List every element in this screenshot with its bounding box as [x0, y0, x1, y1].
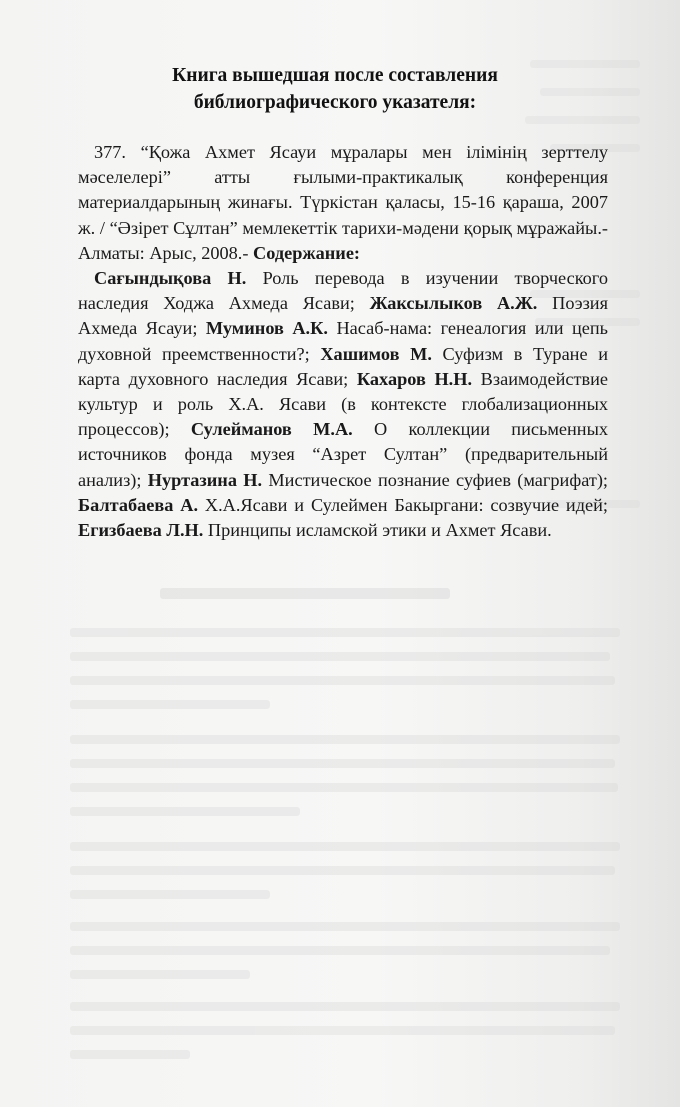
heading-line-1: Книга вышедшая после составления	[172, 65, 498, 86]
contents-author: Хашимов М.	[320, 343, 432, 364]
contents-title: Взаимодействие культур и роль Х.А. Ясави (в контексте глобализационных процессов);	[78, 368, 608, 440]
contents-title: Принципы исламской этики и Ахмет Ясави.	[203, 520, 552, 541]
contents-title: Насаб-нама: генеалогия или цепь духовной преемственности?;	[78, 318, 609, 364]
heading-line-2: библиографического указателя:	[193, 92, 477, 113]
bleed-through-text	[70, 570, 640, 1090]
citation-text: 377. “Қожа Ахмет Ясауи мұралары мен ілімінің зерттелу мәселелері” атты ғылыми-практикалық конференция материалдарының жинағы. Түркістан қаласы, 15-16 қараша, 2007 ж. / “Әзірет Сұлтан” мемлекеттік тарихи-мәдени қорық мұражайы.- Алматы: Арыс, 2008.-	[78, 142, 608, 263]
contents-title: О коллекции письменных источников фонда музея “Азрет Султан” (предварительный анализ);	[78, 419, 608, 490]
contents-author: Сағындықова Н.	[94, 268, 247, 289]
contents-label: Содержание:	[253, 242, 361, 263]
contents-title: Мистическое познание суфиев (магрифат);	[262, 469, 608, 490]
bibliography-entry	[78, 140, 608, 543]
contents-author: Нуртазина Н.	[147, 469, 263, 490]
contents-author: Сулейманов М.А.	[190, 419, 353, 440]
entry-citation	[78, 140, 608, 266]
contents-title: Поэзия Ахмеда Ясауи;	[78, 293, 608, 339]
contents-author: Балтабаева А.	[78, 494, 199, 515]
contents-author: Кахаров Н.Н.	[356, 368, 473, 389]
contents-list	[78, 266, 608, 543]
section-heading	[100, 62, 570, 116]
contents-title: Суфизм в Туране и карта духовного наследия Ясави;	[78, 343, 609, 389]
contents-title: Роль перевода в изучении творческого наследия Ходжа Ахмеда Ясави;	[78, 268, 608, 314]
contents-author: Егизбаева Л.Н.	[78, 520, 204, 541]
contents-author: Муминов А.К.	[205, 318, 328, 339]
contents-author: Жаксылыков А.Ж.	[369, 293, 538, 314]
contents-title: Х.А.Ясави и Сулеймен Бакыргани: созвучие идей;	[198, 494, 608, 515]
